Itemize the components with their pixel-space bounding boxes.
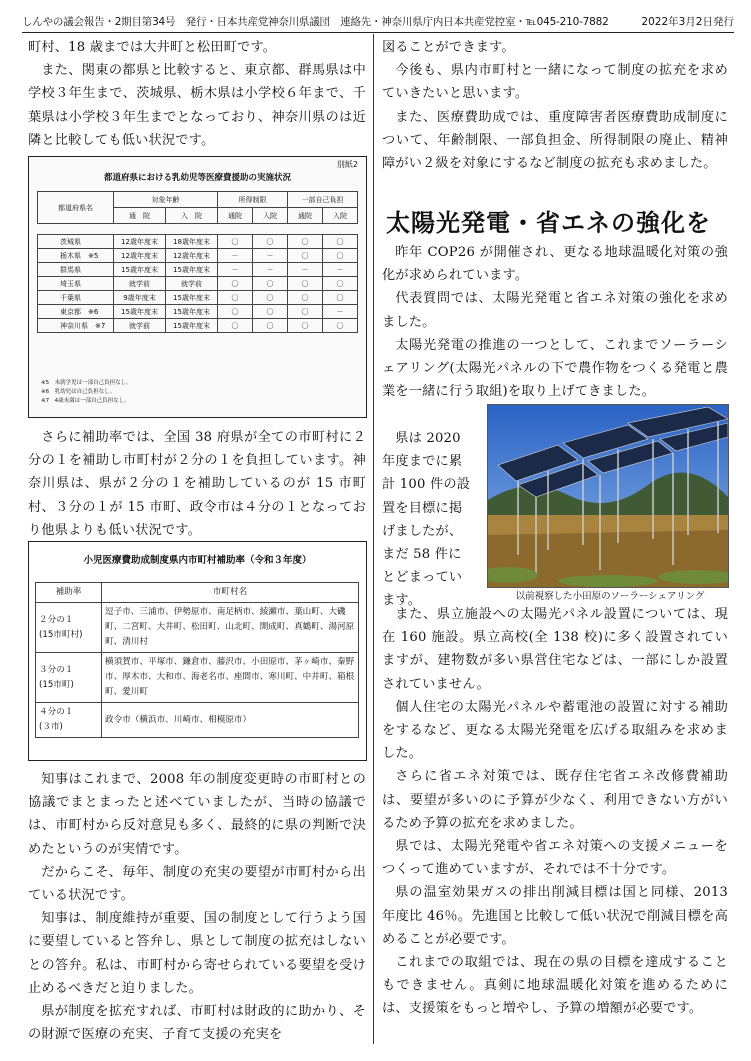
table-cell-in: 12歳年度末 [166,249,218,263]
paragraph: 太陽光発電の推進の一つとして、これまでソーラーシェアリング(太陽光パネルの下で農作物をつくる発電と農業を一緒に行う取組)を取り上げてきました。 [382,337,728,400]
right-column-top [382,36,728,175]
table-title: 小児医療費助成制度県内市町村補助率（令和３年度） [83,555,312,566]
table-cell-in: 15歳年度末 [166,263,218,277]
photo-caption: 以前視察した小田原のソーラーシェアリング [515,591,705,602]
section-headline: 太陽光発電・省エネの強化を [386,209,711,237]
header-copay: 一部自己負担 [288,192,358,208]
table-cell-d: － [323,263,358,277]
paragraph: だからこそ、毎年、制度の充実の要望が市町村から出ている状況です。 [28,864,366,904]
table-cell-pref: 群馬県 [38,263,114,277]
table-cell-in: 15歳年度末 [166,291,218,305]
paragraph: 町村、18 歳までは大井町と松田町です。 [28,40,277,55]
table-cell-a: 〇 [218,291,253,305]
table-cell-out: 15歳年度末 [114,263,166,277]
table-cell-municipalities: 逗子市、三浦市、伊勢原市、南足柄市、綾瀬市、葉山町、大磯町、二宮町、大井町、松田町、山北町、開成町、真鶴町、湯河原町、清川村 [102,603,359,653]
table-cell-rate: ４分の１ (３市) [36,703,102,738]
right-column-bottom [382,603,728,1021]
table-cell-b: － [253,249,288,263]
table-cell-a: － [218,263,253,277]
column-divider [373,34,374,1044]
paragraph: さらに補助率では、全国 38 府県が全ての市町村に２分の１を補助し市町村が２分の１を負担しています。神奈川県は、県が２分の１を補助しているのが 15 市町村、３分の１が 15 市町、政令市は４分の１となっており他県よりも低い状況です。 [28,430,366,538]
table-cell-a: 〇 [218,235,253,249]
wrap-line: 県は 2020 [395,431,461,446]
table-cell-out: 15歳年度末 [114,305,166,319]
left-column-bottom [28,768,366,1046]
wrap-line: まだ 58 件に [382,547,462,563]
header-pref: 都道府県名 [38,192,114,224]
header-inpatient: 入院 [253,208,288,224]
table-cell-pref: 栃木県 ※5 [38,249,114,263]
table-cell-pref: 千葉県 [38,291,114,305]
header-income: 所得制限 [218,192,288,208]
table-cell-out: 12歳年度末 [114,235,166,249]
table-cell-c: 〇 [288,305,323,319]
paragraph: 個人住宅の太陽光パネルや蓄電池の設置に対する補助をするなど、更なる太陽光発電を広げる取組みを求めました。 [382,699,728,762]
table-cell-d: 〇 [323,235,358,249]
table-cell-b: － [253,263,288,277]
table-cell-pref: 埼玉県 [38,277,114,291]
table-cell-a: 〇 [218,277,253,291]
table-note: ※5 未就学児は一部自己負担なし。 [41,380,132,386]
table-cell-rate: ３分の１ (15市町) [36,653,102,703]
table-cell-in: 15歳年度末 [166,305,218,319]
paragraph: また、医療費助成では、重度障害者医療費助成制度について、年齢制限、一部負担金、所得制限の廃止、精神障がい２級を対象にするなど制度の拡充も求めました。 [382,109,728,172]
table-cell-out: 就学前 [114,319,166,333]
table-cell-c: 〇 [288,235,323,249]
paragraph: 県が制度を拡充すれば、市町村は財政的に助かり、その財源で医療の充実、子育て支援の充実を [28,1004,366,1043]
table-cell-b: 〇 [253,291,288,305]
table-notes [41,379,132,406]
prefecture-comparison-table [28,156,367,418]
table-cell-in: 就学前 [166,277,218,291]
paragraph: また、県立施設への太陽光パネル設置については、現在 160 施設。県立高校(全 138 校)に多く設置されていますが、建物数が多い県営住宅などは、一部にしか設置されていません。 [382,607,728,692]
table-row [38,277,358,291]
table-cell-municipalities: 政令市（横浜市、川崎市、相模原市） [102,703,359,738]
paragraph: 今後も、県内市町村と一緒になって制度の拡充を求めていきたいと思います。 [382,63,728,102]
table-cell-b: 〇 [253,319,288,333]
table-row [38,305,358,319]
table-row [38,263,358,277]
table-cell-a: － [218,249,253,263]
table-cell-c: － [288,263,323,277]
paragraph: 図ることができます。 [382,40,515,55]
table-cell-rate: ２分の１ (15市町村) [36,603,102,653]
table-cell-c: 〇 [288,291,323,305]
table-grid [37,191,358,333]
table-tag: 別紙2 [336,160,358,169]
table-cell-c: 〇 [288,319,323,333]
table-cell-pref: 東京都 ※6 [38,305,114,319]
left-column-mid [28,426,366,542]
wrapped-paragraph [382,427,482,613]
header-municipalities: 市町村名 [102,583,359,603]
table-note: ※7 4歳未満は一部自己負担なし。 [41,398,130,404]
subsidy-rate-table [28,541,367,761]
table-cell-pref: 茨城県 [38,235,114,249]
table-note: ※6 乳幼児は自己負担なし。 [41,389,116,395]
table-cell-out: 12歳年度末 [114,249,166,263]
header-outpatient: 通 院 [114,208,166,224]
paragraph: 知事は、制度維持が重要、国の制度として行うよう国に要望していると答弁し、県として制度の拡充はしないとの答弁。私は、市町村から寄せられている要望を受け止めるべきだと迫りました。 [28,911,366,996]
table-cell-out: 9歳年度末 [114,291,166,305]
header-date: 2022年3月2日発行 [641,16,734,28]
paragraph: 知事はこれまで、2008 年の制度変更時の市町村との協議でまとまったと述べていましたが、当時の協議では、市町村から反対意見も多く、最終的に県の判断で決めたというのが実情です。 [28,772,366,857]
table-cell-a: 〇 [218,305,253,319]
table-cell-d: 〇 [323,277,358,291]
table-grid [35,582,359,738]
header-publisher-info: しんやの議会報告・2期目第34号 発行・日本共産党神奈川県議団 連絡先・神奈川県庁内日本共産党控室・℡045-210-7882 [22,16,609,28]
table-cell-d: 〇 [323,319,358,333]
table-row [38,235,358,249]
table-cell-in: 15歳年度末 [166,319,218,333]
header-inpatient: 入 院 [166,208,218,224]
header-rate: 補助率 [36,583,102,603]
paragraph: 代表質問では、太陽光発電と省エネ対策の強化を求めました。 [382,291,728,330]
wrap-line: 計 100 件の設 [382,477,471,493]
table-title: 都道府県における乳幼児等医療費援助の実施状況 [103,173,291,183]
table-row [38,319,358,333]
paragraph: また、関東の都県と比較すると、東京都、群馬県は中学校３年生まで、茨城県、栃木県は小学校６年まで、千葉県は小学校３年生までとなっており、神奈川県のは近隣と比較しても低い状況です。 [28,63,366,148]
table-cell-pref: 神奈川県 ※7 [38,319,114,333]
table-cell-c: 〇 [288,277,323,291]
paragraph: これまでの取組では、現在の県の目標を達成することもできません。真剣に地球温暖化対策を進めるためには、支援策をもっと増やし、予算の増額が必要です。 [382,955,728,1017]
table-cell-a: 〇 [218,319,253,333]
table-cell-d: 〇 [323,249,358,263]
right-column-mid [382,241,728,403]
header-inpatient: 入院 [323,208,358,224]
paragraph: 県の温室効果ガスの排出削減目標は国と同様、2013 年度比 46％。先進国と比較して低い状況で削減目標を高めることが必要です。 [382,885,728,947]
table-row [36,653,359,703]
table-row [38,291,358,305]
header-outpatient: 通院 [288,208,323,224]
wrap-line: 年度までに累 [382,454,463,470]
table-cell-d: － [323,305,358,319]
table-cell-out: 就学前 [114,277,166,291]
table-cell-b: 〇 [253,277,288,291]
wrap-line: げましたが、 [382,523,463,539]
table-cell-municipalities: 横須賀市、平塚市、鎌倉市、藤沢市、小田原市、茅ヶ崎市、秦野市、厚木市、大和市、海老名市、座間市、寒川町、中井町、箱根町、愛川町 [102,653,359,703]
table-row [38,249,358,263]
wrap-line: 置を目標に掲 [382,500,463,516]
table-cell-b: 〇 [253,305,288,319]
table-row [36,603,359,653]
header-outpatient: 通院 [218,208,253,224]
wrap-line: とどまってい [382,570,463,586]
wrap-line: ます。 [382,593,422,609]
left-column [28,36,366,152]
table-cell-b: 〇 [253,235,288,249]
paragraph: 昨年 COP26 が開催され、更なる地球温暖化対策の強化が求められています。 [382,245,728,284]
paragraph: さらに省エネ対策では、既存住宅省エネ改修費補助は、要望が多いのに予算が少なく、利用できない方がいるため予算の拡充を求めました。 [382,769,728,831]
page-header [22,12,734,33]
table-row [36,703,359,738]
table-cell-c: 〇 [288,249,323,263]
table-cell-in: 18歳年度末 [166,235,218,249]
solar-sharing-photo [487,404,729,588]
header-age: 対象年齢 [114,192,218,208]
table-cell-d: 〇 [323,291,358,305]
paragraph: 県では、太陽光発電や省エネ対策への支援メニューをつくって進めていますが、それでは不十分です。 [382,839,728,878]
